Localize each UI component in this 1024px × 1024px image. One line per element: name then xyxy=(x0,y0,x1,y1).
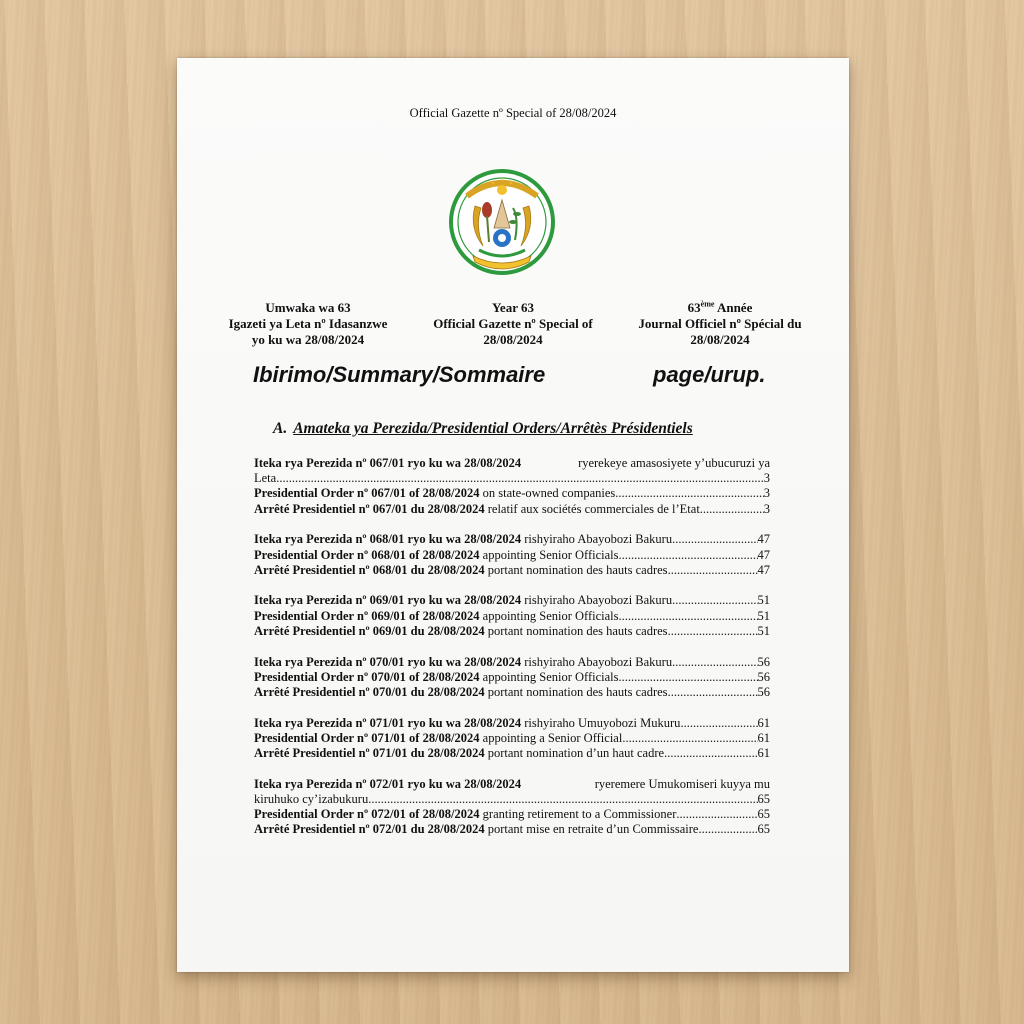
entry-subject: rishyiraho Abayobozi Bakuru xyxy=(521,654,673,669)
toc-line-french[interactable] xyxy=(254,624,770,639)
gazette-label-en: Official Gazette nº Special of xyxy=(433,316,593,331)
entry-title-bold: Arrêté Presidentiel nº 072/01 du 28/08/2024 xyxy=(254,822,485,837)
page-number: 51 xyxy=(757,608,770,623)
kinyarwanda-heading xyxy=(213,300,403,348)
page-number: 51 xyxy=(757,593,770,608)
date-label-en: 28/08/2024 xyxy=(483,332,543,347)
entry-subject: on state-owned companies xyxy=(479,486,616,501)
entry-subject: portant nomination d’un haut cadre xyxy=(484,746,665,761)
date-label-rw: yo ku wa 28/08/2024 xyxy=(251,332,365,347)
year-label-rw: Umwaka wa 63 xyxy=(265,300,351,315)
toc-line-kinyarwanda[interactable] xyxy=(254,456,770,471)
entry-subject: appointing Senior Officials xyxy=(479,547,619,562)
dot-leader xyxy=(619,548,758,563)
toc-line-english[interactable] xyxy=(254,807,770,822)
entry-title-bold: Presidential Order nº 069/01 of 28/08/2024 xyxy=(254,608,480,623)
entry-title-bold: Presidential Order nº 071/01 of 28/08/2024 xyxy=(254,730,480,745)
dot-leader xyxy=(619,609,758,624)
summary-title: Ibirimo/Summary/Sommaire xyxy=(253,362,546,387)
dot-leader xyxy=(668,563,758,578)
entry-title-bold: Iteka rya Perezida nº 069/01 ryo ku wa 28/08/2024 xyxy=(254,593,522,608)
entry-subject: relatif aux sociétés commerciales de l’Etat xyxy=(484,501,700,516)
entry-subject: rishyiraho Abayobozi Bakuru xyxy=(521,593,673,608)
dot-leader xyxy=(276,471,764,486)
gazette-label-rw: Igazeti ya Leta nº Idasanzwe xyxy=(228,316,388,331)
gazette-page xyxy=(177,58,849,972)
toc-entry-group xyxy=(254,716,770,762)
entry-title-bold: Presidential Order nº 067/01 of 28/08/2024 xyxy=(254,486,480,501)
dot-leader xyxy=(368,792,757,807)
page-number: 65 xyxy=(757,791,770,806)
toc-line-french[interactable] xyxy=(254,502,770,517)
english-heading xyxy=(403,300,623,348)
page-number: 47 xyxy=(757,562,770,577)
entry-subject: granting retirement to a Commissioner xyxy=(479,807,677,822)
page-number: 56 xyxy=(757,669,770,684)
toc-line-french[interactable] xyxy=(254,746,770,761)
entry-subject: kiruhuko cy’izabukuru xyxy=(254,791,369,806)
toc-line-french[interactable] xyxy=(254,822,770,837)
dot-leader xyxy=(676,807,757,822)
year-label-fr: 63ème Année xyxy=(687,299,753,315)
toc-line-kinyarwanda[interactable] xyxy=(254,532,770,547)
entry-subject: appointing Senior Officials xyxy=(479,608,619,623)
dot-leader xyxy=(622,731,757,746)
entry-title-bold: Arrêté Presidentiel nº 069/01 du 28/08/2024 xyxy=(254,623,485,638)
toc-line-english[interactable] xyxy=(254,609,770,624)
page-number: 3 xyxy=(763,501,770,516)
entry-subject: appointing a Senior Official xyxy=(479,730,623,745)
entry-subject: appointing Senior Officials xyxy=(479,669,619,684)
toc-entry-group xyxy=(254,456,770,517)
entry-subject: portant mise en retraite d’un Commissaire xyxy=(484,822,699,837)
page-number: 61 xyxy=(757,746,770,761)
entry-subject: rishyiraho Umuyobozi Mukuru xyxy=(521,715,681,730)
toc-entry-group xyxy=(254,777,770,838)
entry-subject: rishyiraho Abayobozi Bakuru xyxy=(521,532,673,547)
entry-subject: portant nomination des hauts cadres xyxy=(484,623,668,638)
french-heading xyxy=(615,300,825,348)
dot-leader xyxy=(698,822,757,837)
dot-leader xyxy=(672,593,757,608)
toc-line-kinyarwanda[interactable] xyxy=(254,777,770,792)
toc-line-english[interactable] xyxy=(254,548,770,563)
page-number: 47 xyxy=(757,547,770,562)
entry-title-bold: Iteka rya Perezida nº 068/01 ryo ku wa 28/08/2024 xyxy=(254,532,522,547)
page-number: 47 xyxy=(757,532,770,547)
dot-leader xyxy=(680,716,757,731)
dot-leader xyxy=(672,655,757,670)
entry-title-bold: Presidential Order nº 070/01 of 28/08/2024 xyxy=(254,669,480,684)
dot-leader xyxy=(619,670,758,685)
toc-line-english[interactable] xyxy=(254,486,770,501)
entry-title-bold: Arrêté Presidentiel nº 070/01 du 28/08/2024 xyxy=(254,684,485,699)
dot-leader xyxy=(700,502,764,517)
entry-title-bold: Presidential Order nº 068/01 of 28/08/2024 xyxy=(254,547,480,562)
entry-title-bold: Arrêté Presidentiel nº 071/01 du 28/08/2024 xyxy=(254,746,485,761)
page-number: 61 xyxy=(757,715,770,730)
entry-title-bold: Arrêté Presidentiel nº 068/01 du 28/08/2024 xyxy=(254,562,485,577)
page-number: 3 xyxy=(763,471,770,486)
entry-title-bold: Presidential Order nº 072/01 of 28/08/2024 xyxy=(254,807,480,822)
dot-leader xyxy=(615,486,763,501)
entry-title-bold: Iteka rya Perezida nº 072/01 ryo ku wa 28/08/2024 xyxy=(254,776,522,791)
dot-leader xyxy=(672,532,757,547)
entry-subject: ryerekeye amasosiyete y’ubucuruzi ya xyxy=(578,456,770,470)
entry-subject: Leta xyxy=(254,471,277,486)
toc-line-kinyarwanda[interactable] xyxy=(254,716,770,731)
year-label-en: Year 63 xyxy=(491,300,534,315)
entry-title-bold: Arrêté Presidentiel nº 067/01 du 28/08/2024 xyxy=(254,501,485,516)
page-number: 65 xyxy=(757,807,770,822)
date-label-fr: 28/08/2024 xyxy=(690,332,750,347)
page-number: 65 xyxy=(757,822,770,837)
page-number: 56 xyxy=(757,654,770,669)
toc-line-kinyarwanda[interactable] xyxy=(254,593,770,608)
toc-line-kinyarwanda-cont[interactable] xyxy=(254,471,770,486)
entry-subject: ryeremere Umukomiseri kuyya mu xyxy=(594,776,770,791)
section-heading: A. Amateka ya Perezida/Presidential Orders/Arrêtès Présidentiels xyxy=(273,420,693,437)
toc-entry-group xyxy=(254,532,770,578)
dot-leader xyxy=(664,746,757,761)
toc-line-french[interactable] xyxy=(254,685,770,700)
entry-title-bold: Iteka rya Perezida nº 070/01 ryo ku wa 28/08/2024 xyxy=(254,654,522,669)
entry-title-bold: Iteka rya Perezida nº 071/01 ryo ku wa 28/08/2024 xyxy=(254,715,522,730)
toc-entry-group xyxy=(254,655,770,701)
entry-title-bold: Iteka rya Perezida nº 067/01 ryo ku wa 28/08/2024 xyxy=(254,456,522,470)
entry-subject: portant nomination des hauts cadres xyxy=(484,684,668,699)
page-number: 3 xyxy=(763,486,770,501)
dot-leader xyxy=(668,685,758,700)
toc-line-kinyarwanda[interactable] xyxy=(254,655,770,670)
toc-line-english[interactable] xyxy=(254,670,770,685)
page-number: 61 xyxy=(757,730,770,745)
toc-line-kinyarwanda-cont[interactable] xyxy=(254,792,770,807)
page-number: 56 xyxy=(757,684,770,699)
page-number: 51 xyxy=(757,623,770,638)
gazette-header: Official Gazette nº Special of 28/08/2024 xyxy=(409,106,617,120)
page-column-label: page/urup. xyxy=(653,362,766,387)
rwanda-coat-of-arms-icon xyxy=(445,166,559,282)
entry-subject: portant nomination des hauts cadres xyxy=(484,562,668,577)
table-of-contents xyxy=(254,456,770,853)
toc-entry-group xyxy=(254,593,770,639)
toc-line-english[interactable] xyxy=(254,731,770,746)
gazette-label-fr: Journal Officiel nº Spécial du xyxy=(638,316,802,331)
dot-leader xyxy=(668,624,758,639)
toc-line-french[interactable] xyxy=(254,563,770,578)
